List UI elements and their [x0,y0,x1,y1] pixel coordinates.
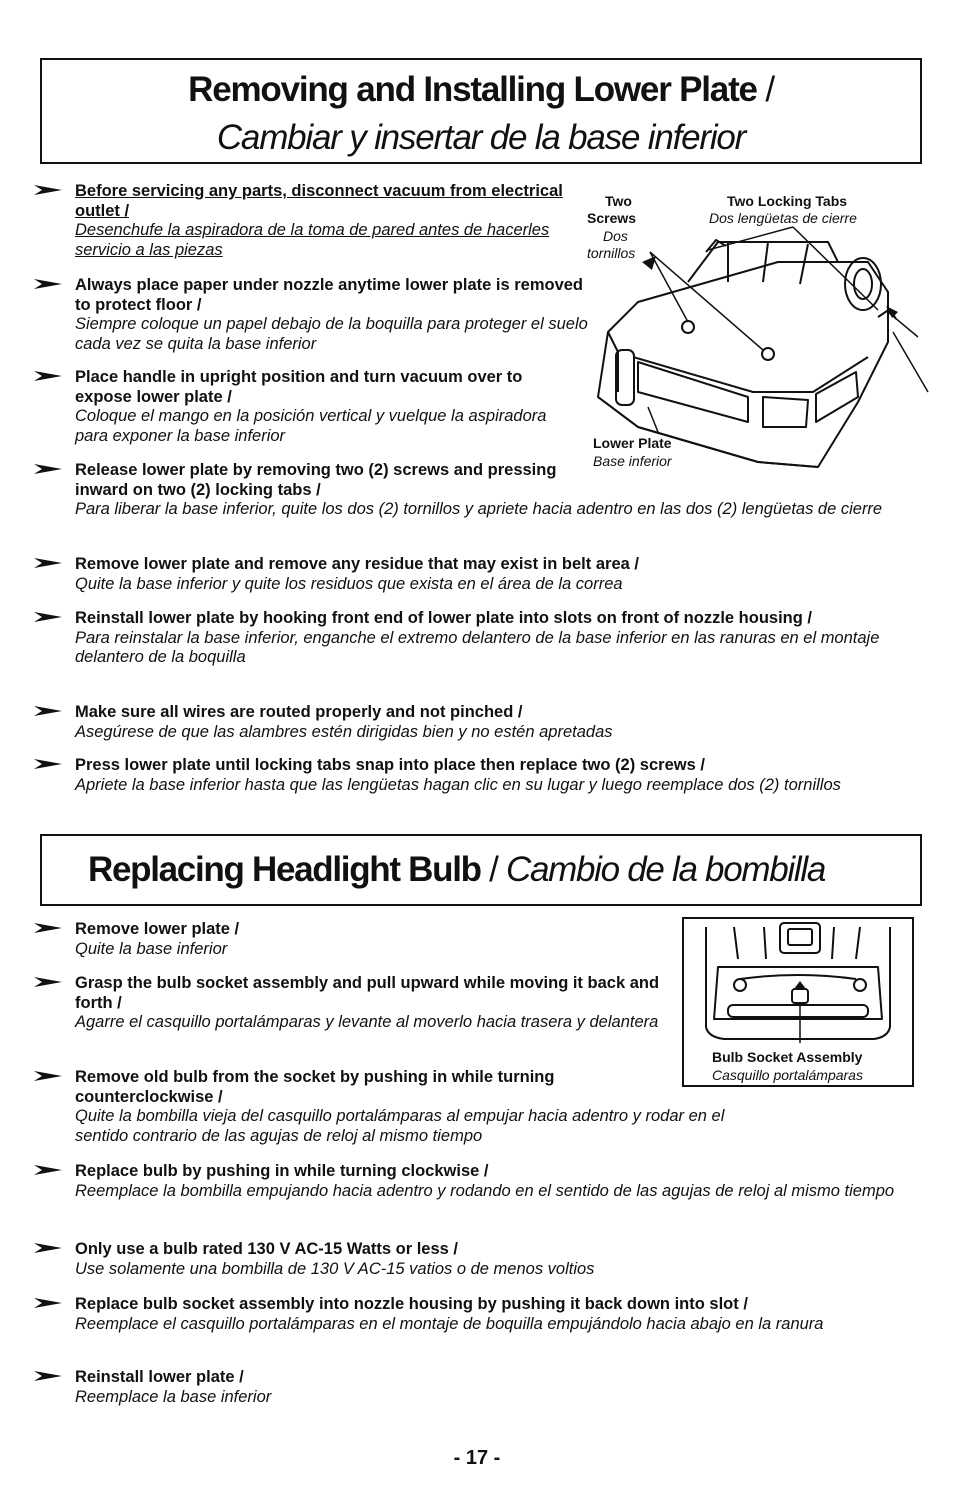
instruction-es: Siempre coloque un papel debajo de la boquilla para proteger el suelo cada vez se quita la base inferior [75,315,588,353]
instruction-en: Press lower plate until locking tabs snap into place then replace two (2) screws / [75,756,705,774]
bullet-arrow-icon [34,921,62,935]
figure1-tabs-label-es: Dos lengüetas de cierre [709,210,857,226]
bullet-arrow-icon [34,369,62,383]
bullet-arrow-icon [34,462,62,476]
section1-title-en: Removing and Installing Lower Plate / [188,70,774,109]
instruction-es: Agarre el casquillo portalámparas y levante al moverlo hacia trasera y delantera [75,1013,659,1031]
bullet-arrow-icon [34,556,62,570]
figure1-screws-label-en-2: Screws [587,210,637,226]
figure1-screws-label-es-2: tornillos [587,245,636,261]
section2-title: Replacing Headlight Bulb / Cambio de la bombilla [88,850,825,889]
bullet-arrow-icon [34,1069,62,1083]
instruction-en: Only use a bulb rated 130 V AC-15 Watts or less / [75,1240,458,1258]
bullet-arrow-icon [34,1296,62,1310]
section2-title-box [40,834,922,906]
bullet-arrow-icon [34,610,62,624]
instruction-es: Reemplace la base inferior [75,1387,272,1406]
figure1-tabs-label-en: Two Locking Tabs [727,193,848,209]
instruction-es: Para liberar la base inferior, quite los dos (2) tornillos y apriete hacia adentro en las dos (2) lengüetas de cierre [75,500,883,518]
section2-title-es: Cambio de la bombilla [506,850,825,889]
figure1-screws-label-es-1: Dos [603,228,628,244]
bullet-arrow-icon [34,704,62,718]
instruction-en: Remove old bulb from the socket by pushing in while turning counterclockwise / [75,1068,555,1106]
figure1-plate-label-en: Lower Plate [593,435,672,451]
instruction-es: Reemplace la bombilla empujando hacia adentro y rodando en el sentido de las agujas de reloj al mismo tiempo [75,1181,895,1200]
instruction-es: Para reinstalar la base inferior, enganche el extremo delantero de la base inferior en las ranuras en el montaje delantero de la boquilla [75,628,880,666]
instruction-en: Remove lower plate and remove any residue that may exist in belt area / [75,555,639,573]
bullet-arrow-icon [34,757,62,771]
bullet-arrow-icon [34,1163,62,1177]
instruction-en: Place handle in upright position and turn vacuum over to expose lower plate / [75,368,523,406]
instruction-es: Quite la base inferior y quite los residuos que exista en el área de la correa [75,574,623,593]
bullet-arrow-icon [34,975,62,989]
instruction-es: Quite la bombilla vieja del casquillo portalámparas al empujar hacia adentro y rodar en el sentido contrario de las agujas de reloj al mismo tiempo [75,1107,725,1145]
bullet-arrow-icon [34,183,62,197]
instruction-en: Remove lower plate / [75,920,240,938]
figure1-plate-label-es: Base inferior [593,453,672,469]
instruction-en: Replace bulb by pushing in while turning clockwise / [75,1162,489,1180]
instruction-es: Coloque el mango en la posición vertical y vuelque la aspiradora para exponer la base inferior [75,407,547,445]
bullet-arrow-icon [34,1369,62,1383]
instruction-en: Replace bulb socket assembly into nozzle housing by pushing it back down into slot / [75,1295,748,1313]
instruction-en: Grasp the bulb socket assembly and pull upward while moving it back and forth / [75,974,660,1012]
section1-title-box [40,58,922,164]
instruction-es: Quite la base inferior [75,939,228,958]
section1-title-es: Cambiar y insertar de la base inferior [216,118,746,157]
instruction-es: Use solamente una bombilla de 130 V AC-15 vatios o de menos voltios [75,1259,595,1278]
instruction-en: Make sure all wires are routed properly and not pinched / [75,703,523,721]
instruction-en: Reinstall lower plate by hooking front end of lower plate into slots on front of nozzle housing / [75,609,813,627]
instruction-en: Release lower plate by removing two (2) screws and pressing inward on two (2) locking tabs / [75,461,557,499]
page-number: - 17 - [453,1447,501,1469]
figure2-label-en: Bulb Socket Assembly [712,1049,863,1065]
instruction-en: Always place paper under nozzle anytime lower plate is removed to protect floor / [75,276,584,314]
figure2-label-es: Casquillo portalámparas [712,1067,863,1083]
section2-title-en: Replacing Headlight Bulb [88,850,481,889]
bullet-arrow-icon [34,277,62,291]
bulb-socket-figure-box [682,917,914,1087]
instruction-es: Apriete la base inferior hasta que las lengüetas hagan clic en su lugar y luego reemplace dos (2) tornillos [75,775,841,794]
bullet-arrow-icon [34,1241,62,1255]
instruction-en: Reinstall lower plate / [75,1368,244,1386]
instruction-en: Before servicing any parts, disconnect vacuum from electrical outlet / [75,182,563,220]
figure1-screws-label-en-1: Two [605,193,632,209]
instruction-es: Desenchufe la aspiradora de la toma de pared antes de hacerles servicio a las piezas [75,221,550,259]
instruction-es: Reemplace el casquillo portalámparas en el montaje de boquilla empujándolo hacia abajo en la ranura [75,1314,824,1333]
instruction-es: Asegúrese de que las alambres estén dirigidas bien y no estén apretadas [75,722,613,741]
